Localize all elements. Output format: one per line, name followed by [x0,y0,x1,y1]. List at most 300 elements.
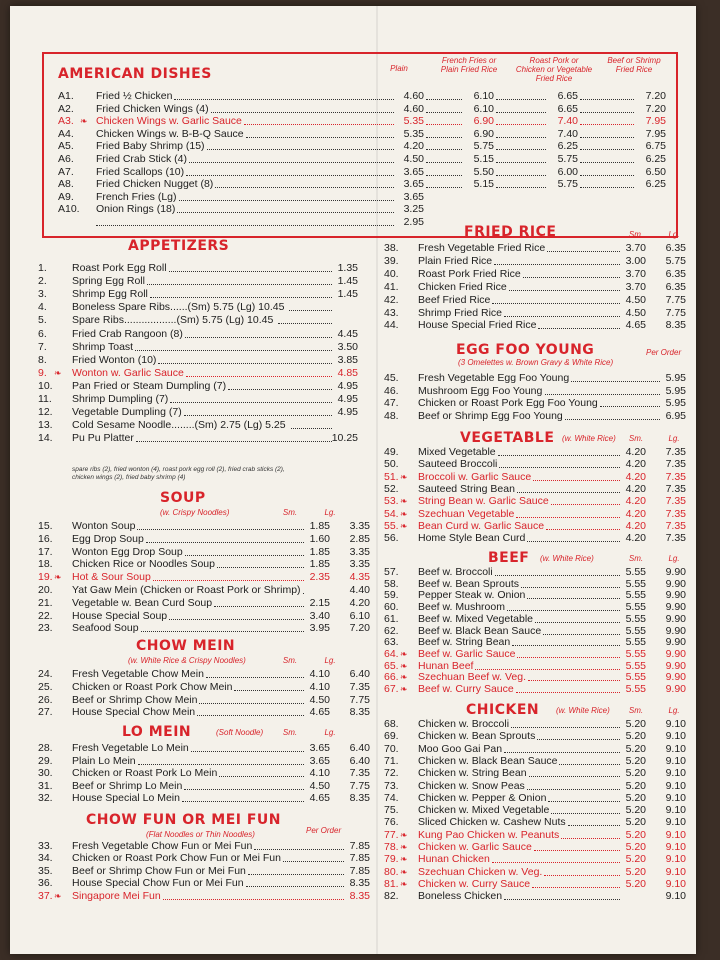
menu-item [384,660,688,672]
item-price: 6.35 [665,267,686,280]
item-price: 5.35 [403,127,424,140]
pepper-icon: ❧ [400,684,408,694]
item-price: 5.75 [473,140,494,153]
col-header-large: Lg. [324,728,336,737]
item-price: 3.00 [625,254,646,267]
american-item [58,178,668,190]
item-number: 27. [38,706,53,719]
item-name: Roast Pork Egg Roll [72,262,167,274]
menu-item [38,314,360,326]
menu-item [38,380,360,392]
item-name: Seafood Soup [72,622,139,635]
item-name: Shrimp Toast [72,340,134,353]
leader-dots [538,319,620,329]
american-item [58,103,668,115]
item-price: 1.85 [309,558,330,571]
item-name: Fried Scallops (10) [96,165,185,178]
item-number: 61. [384,612,399,625]
leader-dots [169,610,304,620]
item-name: Chicken w. String Bean [418,767,527,780]
item-price: 3.65 [403,190,424,203]
menu-item [38,681,372,693]
item-name: Chicken or Roast Pork Lo Mein [72,767,218,780]
leader-dots [496,90,546,100]
section-subtitle: (w. White Rice & Crispy Noodles) [128,656,246,665]
item-price: 5.20 [625,730,646,743]
col-header-large: Lg. [668,434,680,443]
item-name: Chicken or Roast Pork Chow Mein [72,680,233,693]
item-number: 59. [384,589,399,602]
item-number: A9. [58,190,74,203]
item-name: Spare Ribs..................(Sm) 5.75 (Lg) 10.45 [72,314,274,327]
menu-item [38,520,372,532]
item-number: 56. [384,532,399,545]
leader-dots [179,191,394,201]
item-number: 38. [384,242,399,254]
item-price: 6.65 [557,90,578,102]
item-number: 8. [38,353,47,366]
leader-dots [580,128,634,138]
item-price: 4.20 [625,507,646,520]
leader-dots [521,578,620,588]
leader-dots [548,792,620,802]
pepper-icon: ❧ [400,660,408,671]
item-name: Chicken Rice or Noodles Soup [72,558,215,571]
item-price: 6.25 [645,153,666,165]
item-price: 6.95 [665,409,686,422]
item-name: Fresh Vegetable Chow Mein [72,668,204,680]
item-name: Fried Chicken Wings (4) [96,102,209,115]
section-title-beef: BEEF [488,550,530,566]
item-name: Kung Pao Chicken w. Peanuts [418,828,560,841]
item-price: 6.00 [557,165,578,178]
col-header-pork-chicken-rice: Roast Pork or Chicken or Vegetable Fried Rice [515,56,593,83]
item-price: 9.10 [665,828,686,841]
item-price: 4.20 [625,495,646,508]
item-price: 4.45 [337,327,358,340]
item-price: 4.20 [403,140,424,153]
leader-dots [426,128,462,138]
menu-item [384,589,688,601]
col-header-fries: French Fries or Plain Fried Rice [440,56,498,74]
leader-dots [580,178,634,188]
col-header-large: Lg. [668,230,680,239]
item-name: Pu Pu Platter [72,432,134,445]
item-name: Egg Drop Soup [72,532,144,545]
menu-item [38,546,372,558]
pepper-icon: ❧ [400,854,408,865]
item-price: 4.10 [309,767,330,780]
item-name: Hunan Chicken [418,853,490,866]
item-number: 66. [384,671,399,684]
item-price: 7.35 [665,470,686,483]
leader-dots [228,380,332,390]
item-price: 4.50 [625,293,646,306]
pepper-icon: ❧ [400,471,408,482]
item-number: 62. [384,624,399,637]
leader-dots [214,597,304,607]
leader-dots [533,471,620,481]
item-number: 74. [384,791,399,804]
item-price: 9.10 [665,718,686,730]
leader-dots [137,520,304,530]
item-name: Chicken w. Pepper & Onion [418,791,547,804]
leader-dots [544,866,620,876]
menu-item [38,406,360,418]
item-name: Chicken w. Black Bean Sauce [418,754,558,767]
item-number: 42. [384,293,399,306]
item-price: 4.20 [349,596,370,609]
item-number: 36. [38,877,53,890]
item-name: Hot & Sour Soup [72,571,151,584]
item-price: 7.35 [665,519,686,532]
item-price: 5.55 [625,577,646,590]
item-name: Fried Crab Stick (4) [96,153,188,165]
item-price: 5.55 [625,601,646,614]
item-price: 5.55 [625,671,646,684]
leader-dots [527,532,620,542]
menu-item [38,354,360,366]
col-header-small: Sm. [628,434,644,443]
leader-dots [512,636,620,646]
american-item [58,140,668,152]
leader-dots [184,406,332,416]
item-name: Chicken w. Snow Peas [418,779,525,792]
item-number: 57. [384,566,399,578]
menu-item [384,890,688,902]
section-title-egg-foo-young: EGG FOO YOUNG [456,342,595,358]
item-name: Beef or Shrimp Chow Mein [72,693,198,706]
item-price: 6.10 [349,609,370,622]
item-number: 21. [38,596,53,609]
leader-dots [244,115,394,125]
pepper-icon: ❧ [400,520,408,531]
leader-dots [426,90,462,100]
item-price: 4.20 [625,519,646,532]
item-number: 39. [384,254,399,267]
menu-item [384,397,688,409]
leader-dots [580,103,634,113]
section-title-lo-mein: LO MEIN [122,724,192,740]
section-title-chow-mein: CHOW MEIN [136,638,236,654]
col-header-plain: Plain [390,64,408,73]
menu-item [384,532,688,544]
american-item [58,166,668,178]
leader-dots [580,115,634,125]
item-name: Fried Chicken Nugget (8) [96,178,214,191]
menu-item [38,558,372,570]
item-name: Wonton Soup [72,520,136,532]
menu-item [384,613,688,625]
item-name: Fresh Vegetable Fried Rice [418,242,546,254]
leader-dots [546,520,620,530]
pepper-icon: ❧ [400,878,408,889]
leader-dots [186,367,332,377]
item-name: Home Style Bean Curd [418,532,526,545]
item-name: Fresh Vegetable Egg Foo Young [418,372,570,384]
item-price: 5.15 [473,178,494,191]
item-price: 9.90 [665,659,686,672]
item-number: 22. [38,609,53,622]
item-price: 7.35 [665,446,686,458]
american-item [58,115,668,127]
menu-item [38,584,372,596]
section-subtitle: (Flat Noodles or Thin Noodles) [146,830,255,839]
leader-dots [303,584,304,594]
item-price: 7.35 [349,767,370,780]
menu-item [384,648,688,660]
item-price: 9.10 [665,865,686,878]
item-price: 9.10 [665,730,686,743]
leader-dots [289,301,332,311]
item-name: Beef w. Mushroom [418,601,505,614]
leader-dots [496,140,546,150]
menu-item [38,597,372,609]
leader-dots [246,877,344,887]
item-name: Chicken w. Curry Sauce [418,877,531,890]
menu-item [38,706,372,718]
item-name: House Special Chow Fun or Mei Fun [72,877,244,890]
item-price: 6.75 [645,140,666,153]
item-number: 2. [38,275,47,288]
platter-note: spare ribs (2), fried wonton (4), roast pork egg roll (2), fried crab sticks (2), chicken wings (2), fried baby shrimp (4) [72,466,285,481]
leader-dots [532,878,620,888]
item-name: Chicken or Roast Pork Egg Foo Young [418,397,598,410]
item-number: 11. [38,393,52,405]
item-name: Roast Pork Fried Rice [418,267,521,280]
item-name: Mushroom Egg Foo Young [418,384,543,397]
menu-item [38,792,372,804]
item-price: 7.75 [349,693,370,706]
item-number: 75. [384,804,399,817]
leader-dots [551,804,620,814]
item-number: A2. [58,102,74,115]
leader-dots [535,613,620,623]
leader-dots [177,203,394,213]
leader-dots [517,648,620,658]
leader-dots [504,743,620,753]
pepper-icon: ❧ [400,842,408,852]
menu-item [384,816,688,828]
item-name: House Special Lo Mein [72,792,180,805]
leader-dots [426,153,462,163]
item-price: 4.85 [337,366,358,379]
section-subtitle: (3 Omelettes w. Brown Gravy & White Rice) [458,358,614,367]
menu-item [384,458,688,470]
section-title-soup: SOUP [160,490,206,506]
menu-item [384,878,688,890]
menu-item [384,495,688,507]
item-price: 7.35 [665,482,686,495]
item-number: 34. [38,852,53,865]
leader-dots [135,341,332,351]
leader-dots [580,140,634,150]
item-name: Szechuan Chicken w. Veg. [418,865,543,878]
leader-dots [504,890,620,900]
leader-dots [516,508,620,518]
menu-item [384,718,688,730]
item-price: 7.95 [645,115,666,128]
leader-dots [580,166,634,176]
menu-item [38,668,372,680]
item-price: 3.70 [625,242,646,254]
leader-dots [136,432,332,442]
item-number: 54. [384,507,399,520]
item-number: 79. [384,853,399,866]
leader-dots [426,103,462,113]
menu-item [384,508,688,520]
menu-item [38,877,372,889]
leader-dots [529,767,620,777]
pepper-icon: ❧ [400,496,408,507]
item-price: 9.10 [665,742,686,755]
menu-item [384,319,688,331]
item-number: 82. [384,890,399,903]
item-price: 2.95 [403,216,424,228]
menu-item [384,255,688,267]
item-number: 23. [38,622,53,635]
item-price: 4.20 [625,446,646,458]
item-price: 4.40 [349,584,370,596]
leader-dots [543,625,620,635]
section-subtitle: (w. Crispy Noodles) [160,508,230,517]
leader-dots [426,178,462,188]
item-number: 5. [38,314,47,327]
leader-dots [219,767,304,777]
menu-item [384,483,688,495]
menu-item [384,601,688,613]
item-price: 4.65 [309,792,330,805]
item-number: 4. [38,301,47,314]
item-name: Moo Goo Gai Pan [418,742,503,755]
leader-dots [211,103,394,113]
menu-item [384,780,688,792]
item-price: 5.55 [625,636,646,649]
item-number: 44. [384,319,399,332]
item-name: Beef w. Bean Sprouts [418,577,519,590]
item-price: 2.85 [349,532,370,545]
item-name: Chicken w. Garlic Sauce [418,841,532,853]
item-price: 3.25 [403,203,424,216]
item-number: 7. [38,340,47,353]
leader-dots [559,755,620,765]
item-price: 6.40 [349,742,370,754]
leader-dots [248,865,344,875]
pepper-icon: ❧ [400,829,408,840]
leader-dots [153,571,304,581]
item-price: 9.90 [665,647,686,660]
item-number: 31. [38,779,53,792]
item-number: 53. [384,495,399,508]
american-item [58,90,668,102]
item-price: 5.20 [625,828,646,841]
leader-dots [182,792,304,802]
item-price: 3.65 [309,754,330,767]
menu-item [384,853,688,865]
item-number: A7. [58,165,74,178]
item-name: Fried ½ Chicken [96,90,173,102]
item-number: 72. [384,767,399,780]
item-price: 6.10 [473,90,494,102]
item-name: Bean Curd w. Garlic Sauce [418,519,545,532]
item-name: Shrimp Fried Rice [418,306,503,319]
section-subtitle: (Soft Noodle) [216,728,264,737]
item-price: 3.65 [309,742,330,754]
section-subtitle: (w. White Rice) [562,434,616,443]
col-header-small: Sm. [282,508,298,517]
item-name: House Special Fried Rice [418,319,537,332]
section-title-american: AMERICAN DISHES [58,66,212,82]
item-number: 77. [384,828,399,841]
item-price: 9.90 [665,671,686,684]
item-price: 8.35 [349,706,370,719]
menu-item [38,419,360,431]
leader-dots [534,841,620,851]
leader-dots [496,103,546,113]
item-price: 1.60 [309,532,330,545]
item-price: 7.75 [349,779,370,792]
leader-dots [197,706,304,716]
item-name: Pepper Steak w. Onion [418,589,526,602]
menu-item [38,865,372,877]
item-price: 5.95 [665,372,686,384]
item-number: 12. [38,406,53,419]
item-price: 2.15 [309,596,330,609]
item-number: 17. [38,545,53,558]
item-price: 9.10 [665,791,686,804]
item-number: 47. [384,397,399,410]
item-number: 63. [384,636,399,649]
item-number: 64. [384,647,399,660]
item-name: Beef w. Broccoli [418,566,493,578]
menu-item [384,372,688,384]
menu-item [38,694,372,706]
leader-dots [499,458,620,468]
item-price: 4.65 [625,319,646,332]
item-name: Plain Fried Rice [418,254,493,267]
item-name: Beef w. Black Bean Sauce [418,624,542,637]
menu-item [38,341,360,353]
item-price: 7.40 [557,115,578,128]
menu-item [384,767,688,779]
item-name: Boneless Spare Ribs......(Sm) 5.75 (Lg) 10.45 [72,301,285,314]
item-price: 4.20 [625,482,646,495]
leader-dots [278,314,332,324]
leader-dots [528,671,620,681]
item-price: 5.75 [557,153,578,165]
item-price: 4.95 [337,393,358,405]
leader-dots [169,262,332,272]
section-subtitle: (w. White Rice) [556,706,610,715]
menu-item [384,683,688,695]
item-price: 4.50 [309,779,330,792]
item-number: 71. [384,754,399,767]
item-price: 3.65 [403,165,424,178]
menu-item [384,471,688,483]
item-price: 4.60 [403,102,424,115]
item-name: Sauteed String Bean [418,482,515,495]
leader-dots [492,294,620,304]
item-number: 6. [38,327,47,340]
item-price: 4.20 [625,458,646,471]
item-name: Beef w. Curry Sauce [418,683,514,695]
american-dishes-box [42,52,678,238]
item-name: Fresh Vegetable Chow Fun or Mei Fun [72,840,253,852]
item-number: 78. [384,841,399,853]
menu-item [38,840,372,852]
section-title-chicken: CHICKEN [466,702,540,718]
item-number: 29. [38,754,53,767]
